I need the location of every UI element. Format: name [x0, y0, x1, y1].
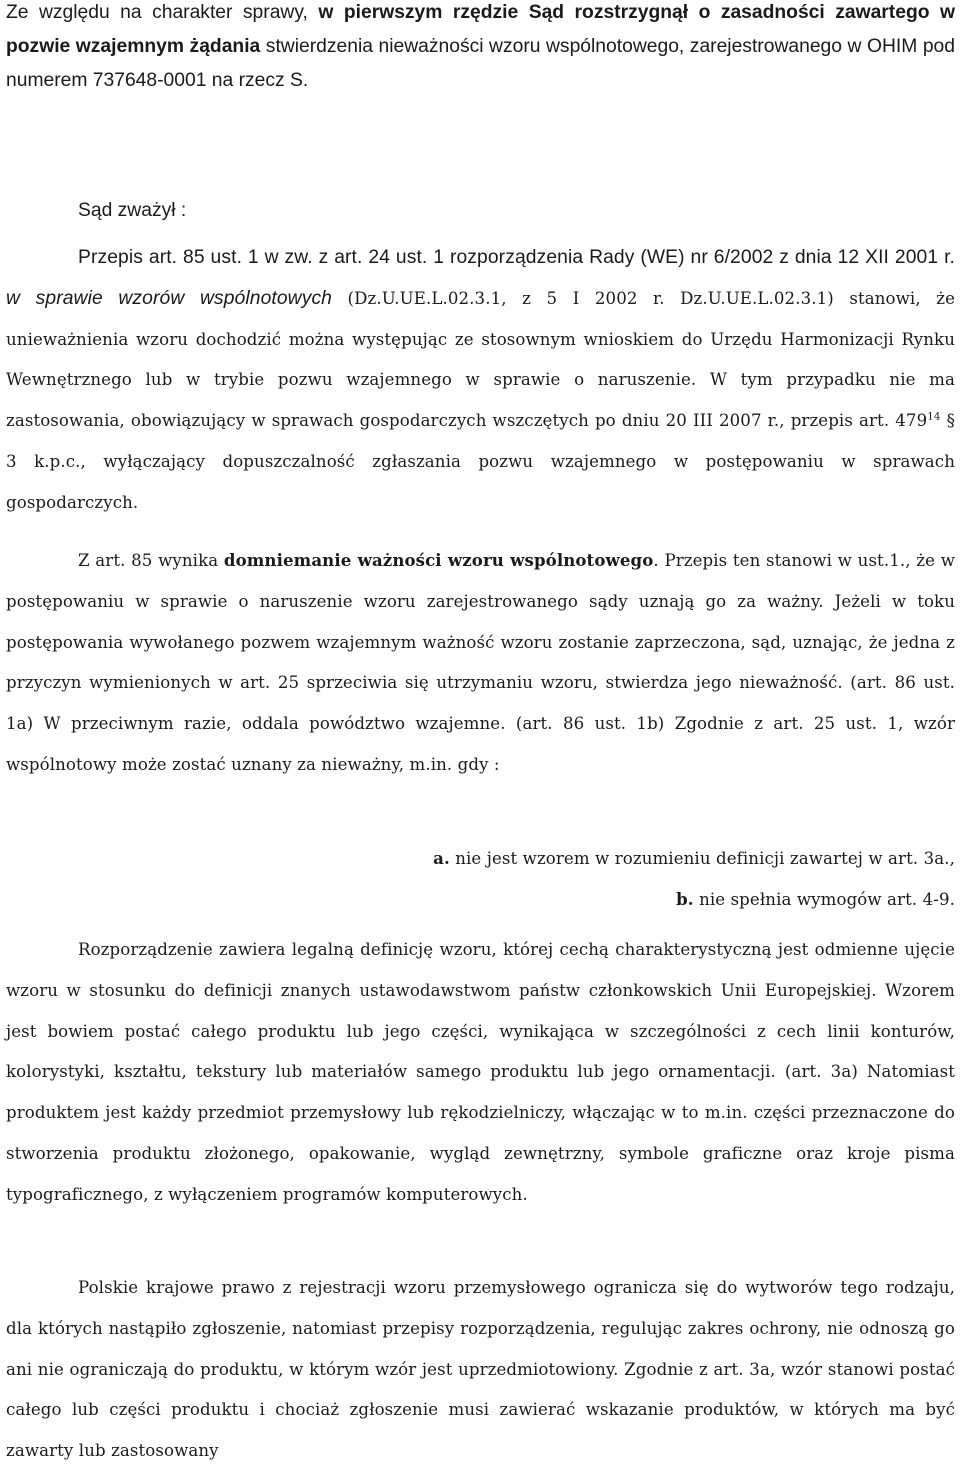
intro-paragraph — [6, 0, 955, 98]
legal-basis-superscript: 14 — [927, 410, 941, 423]
presumption-bold: domniemanie ważności wzoru wspólnotowego — [223, 550, 654, 570]
legal-basis-text-a: Przepis art. 85 ust. 1 w zw. z art. 24 ust. 1 rozporządzenia Rady (WE) nr 6/2002 z dnia 12 XII 2001 r. — [78, 247, 955, 268]
paragraph-national-law: Polskie krajowe prawo z rejestracji wzoru przemysłowego ogranicza się do wytworów tego rodzaju, dla których nastąpiło zgłoszenie, natomiast przepisy rozporządzenia, regulując zakres ochrony, nie odnoszą go ani nie ograniczają do produktu, w którym wzór jest uprzedmiotowiony. Zgodnie z art. 3a, wzór stanowi postać całego lub części produktu i chociaż zgłoszenie musi zawierać wskazanie produktów, w których ma być zawarty lub zastosowany — [6, 1278, 955, 1461]
list-item — [6, 838, 955, 879]
section-heading: Sąd zważył : — [78, 200, 187, 221]
legal-basis-italic-title: w sprawie wzorów wspólnotowych — [6, 287, 333, 309]
list-item-text: nie spełnia wymogów art. 4-9. — [693, 889, 955, 909]
presumption-text-a: Z art. 85 wynika — [78, 551, 224, 570]
paragraph-legal-basis — [6, 238, 955, 524]
intro-text-b: stwierdzenia nieważności wzoru wspólnotowego, zarejestrowanego w OHIM pod numerem 737648-0001 na rzecz S. — [6, 36, 955, 91]
intro-text-a: Ze względu na charakter sprawy, — [6, 2, 319, 23]
list-marker: a. — [433, 848, 450, 868]
paragraph-presumption — [6, 540, 955, 786]
list-marker: b. — [676, 888, 694, 909]
legal-basis-text-b: (Dz.U.UE.L.02.3.1, z 5 I 2002 r. Dz.U.UE.L.02.3.1) stanowi, że unieważnienia wzoru dochodzić można występując ze stosownym wnioskiem do Urzędu Harmonizacji Rynku Wewnętrznego lub w trybie pozwu wzajemnego w sprawie o naruszenie. W tym przypadku nie ma zastosowania, obowiązujący w sprawach gospodarczych wszczętych po dniu 20 III 2007 r., przepis art. 479 — [6, 288, 955, 431]
invalidity-grounds-list — [6, 838, 955, 920]
list-item — [6, 879, 955, 920]
intro-bold-claim: w pierwszym rzędzie Sąd rozstrzygnął o zasadności zawartego w pozwie wzajemnym żądania — [6, 2, 955, 57]
legal-basis-text-c: § 3 k.p.c., wyłączający dopuszczalność zgłaszania pozwu wzajemnego w postępowaniu w sprawach gospodarczych. — [6, 411, 955, 512]
list-item-text: nie jest wzorem w rozumieniu definicji zawartej w art. 3a., — [449, 849, 955, 868]
paragraph-definition: Rozporządzenie zawiera legalną definicję wzoru, której cechą charakterystyczną jest odmienne ujęcie wzoru w stosunku do definicji znanych ustawodawstwom państw członkowskich Unii Europejskiej. Wzorem jest bowiem postać całego produktu lub jego części, wynikająca w szczególności z cech linii konturów, kolorystyki, kształtu, tekstury lub materiałów samego produktu lub jego ornamentacji. (art. 3a) Natomiast produktem jest każdy przedmiot przemysłowy lub rękodzielniczy, włączając w to m.in. części przeznaczone do stworzenia produktu złożonego, opakowanie, wygląd zewnętrzny, symbole graficzne oraz kroje pisma typograficznego, z wyłączeniem programów komputerowych. — [6, 940, 955, 1204]
presumption-text-b: . Przepis ten stanowi w ust.1., że w postępowaniu w sprawie o naruszenie wzoru zarejestrowanego sądy uznają go za ważny. Jeżeli w toku postępowania wywołanego pozwem wzajemnym ważność wzoru zostanie zaprzeczona, sąd, uznając, że jedna z przyczyn wymienionych w art. 25 sprzeciwia się utrzymaniu wzoru, stwierdza jego nieważność. (art. 86 ust. 1a) W przeciwnym razie, oddala powództwo wzajemne. (art. 86 ust. 1b) Zgodnie z art. 25 ust. 1, wzór wspólnotowy może zostać uznany za nieważny, m.in. gdy : — [6, 551, 956, 774]
